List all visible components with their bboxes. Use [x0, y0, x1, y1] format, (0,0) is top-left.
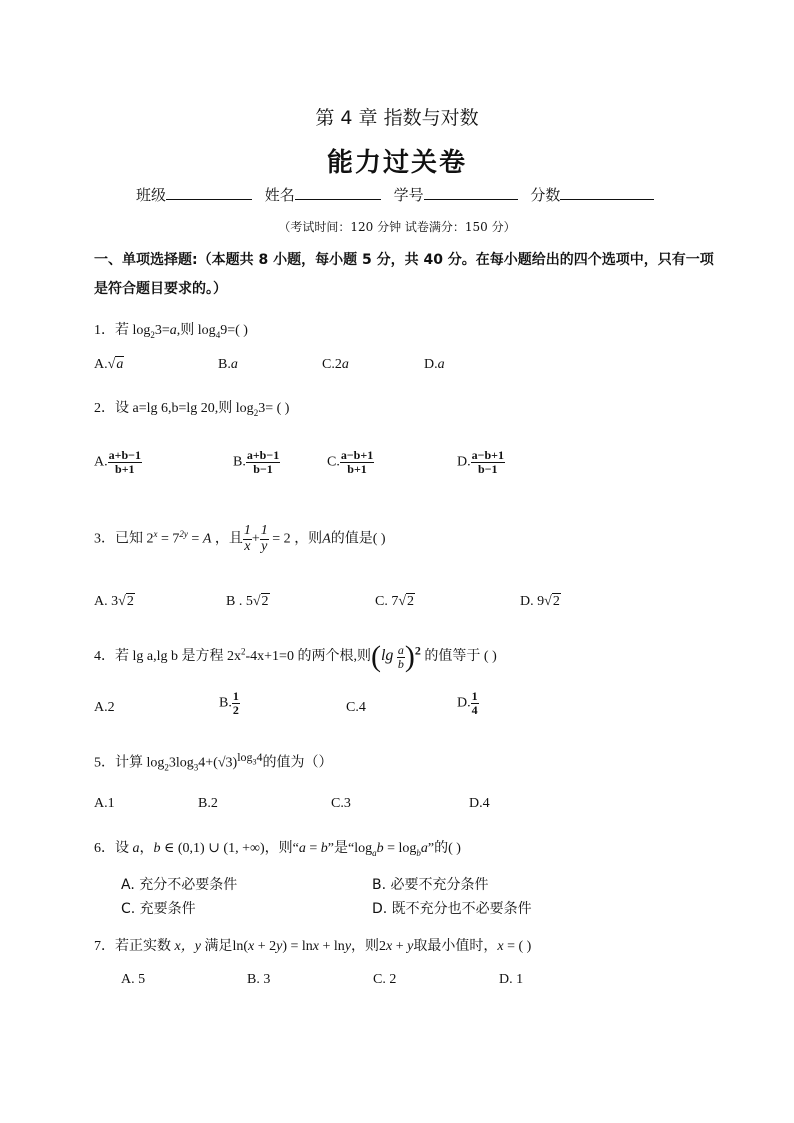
q2-option-a[interactable]: A. $\frac{a+b-1}{b+1}$ [94, 448, 141, 476]
q4-option-a[interactable]: A.2 [94, 700, 115, 715]
q4-option-c[interactable]: C.4 [346, 700, 366, 715]
q7-option-d[interactable]: D. 1 [499, 972, 524, 987]
q1-option-b[interactable]: B.a [218, 357, 238, 372]
q5-option-c[interactable]: C.3 [331, 796, 351, 811]
q6-option-b[interactable]: B. 必要不充分条件 [372, 877, 489, 893]
q1-option-a[interactable]: A.√a [94, 357, 124, 372]
student-id-label: 学号 [393, 186, 424, 204]
q5-option-d[interactable]: D.4 [469, 796, 490, 811]
q5-option-a[interactable]: A.1 [94, 796, 115, 811]
q4-option-d[interactable]: D. $\frac{1}{4}$ [457, 689, 478, 717]
q2-option-b[interactable]: B. $\frac{a+b-1}{b-1}$ [233, 448, 280, 476]
question-5: 5．计算 $\log_23\log_34+(√3)^{log_34}$的值为（） [94, 750, 333, 773]
section-heading: 一、单项选择题:（本题共 8 小题，每小题 5 分，共 40 分。在每小题给出的四个选项中，只有一项是符合题目要求的。） [94, 252, 714, 297]
q6-option-d[interactable]: D. 既不充分也不必要条件 [372, 901, 532, 917]
q7-option-b[interactable]: B. 3 [247, 972, 271, 987]
q7-option-c[interactable]: C. 2 [373, 972, 397, 987]
q3-option-b[interactable]: B . 5√2 [226, 594, 269, 609]
name-field[interactable] [295, 185, 381, 200]
question-7: 7．若正实数 x，y 满足ln(x + 2y) = lnx + lny，则2x + y取最小值时，x = ( ) [94, 939, 532, 954]
question-3: 3．已知 $2^x = 7^{2y} = A$ ，且 $\frac{1}{x}$ + $\frac{1}{y}$ = 2 ，则A的值是( ) [94, 523, 386, 554]
q3-option-a[interactable]: A. 3√2 [94, 594, 134, 609]
q7-option-a[interactable]: A. 5 [121, 972, 146, 987]
question-1: 1．若 $\log_23=a$,则 $\log_49=$( ) [94, 323, 248, 340]
question-6: 6．设 a，b ∈ (0,1) ∪ (1, +∞)，则“a = b”是“$\log_ab = \log_ba$”的( ) [94, 841, 461, 858]
q6-option-c[interactable]: C. 充要条件 [121, 901, 196, 917]
class-label: 班级 [136, 186, 167, 204]
q5-option-b[interactable]: B.2 [198, 796, 218, 811]
q4-option-b[interactable]: B. $\frac{1}{2}$ [219, 689, 239, 717]
score-label: 分数 [530, 186, 561, 204]
name-label: 姓名 [264, 186, 295, 204]
question-2: 2．设 a=lg 6,b=lg 20,则 $\log_23=$ ( ) [94, 401, 290, 418]
q2-option-c[interactable]: C. $\frac{a-b+1}{b+1}$ [327, 448, 374, 476]
q2-option-d[interactable]: D. $\frac{a-b+1}{b-1}$ [457, 448, 504, 476]
question-4: 4．若 lg a,lg b 是方程 $2x^2-4x+1=0$ 的两个根,则(lg $\frac{a}{b}$ )$^2$ 的值等于 ( ) [94, 640, 497, 673]
q1-option-c[interactable]: C.2a [322, 357, 349, 372]
score-field[interactable] [560, 185, 654, 200]
q1-option-d[interactable]: D.a [424, 357, 445, 372]
q3-option-c[interactable]: C. 7√2 [375, 594, 415, 609]
student-id-field[interactable] [424, 185, 518, 200]
class-field[interactable] [166, 185, 252, 200]
q6-option-a[interactable]: A. 充分不必要条件 [121, 877, 238, 893]
exam-note: （考试时间：120 分钟 试卷满分：150 分） [278, 220, 516, 234]
paper-title: 能力过关卷 [326, 148, 467, 178]
q3-option-d[interactable]: D. 9√2 [520, 594, 560, 609]
student-info-row [136, 184, 662, 205]
chapter-title: 第 4 章 指数与对数 [315, 107, 479, 129]
